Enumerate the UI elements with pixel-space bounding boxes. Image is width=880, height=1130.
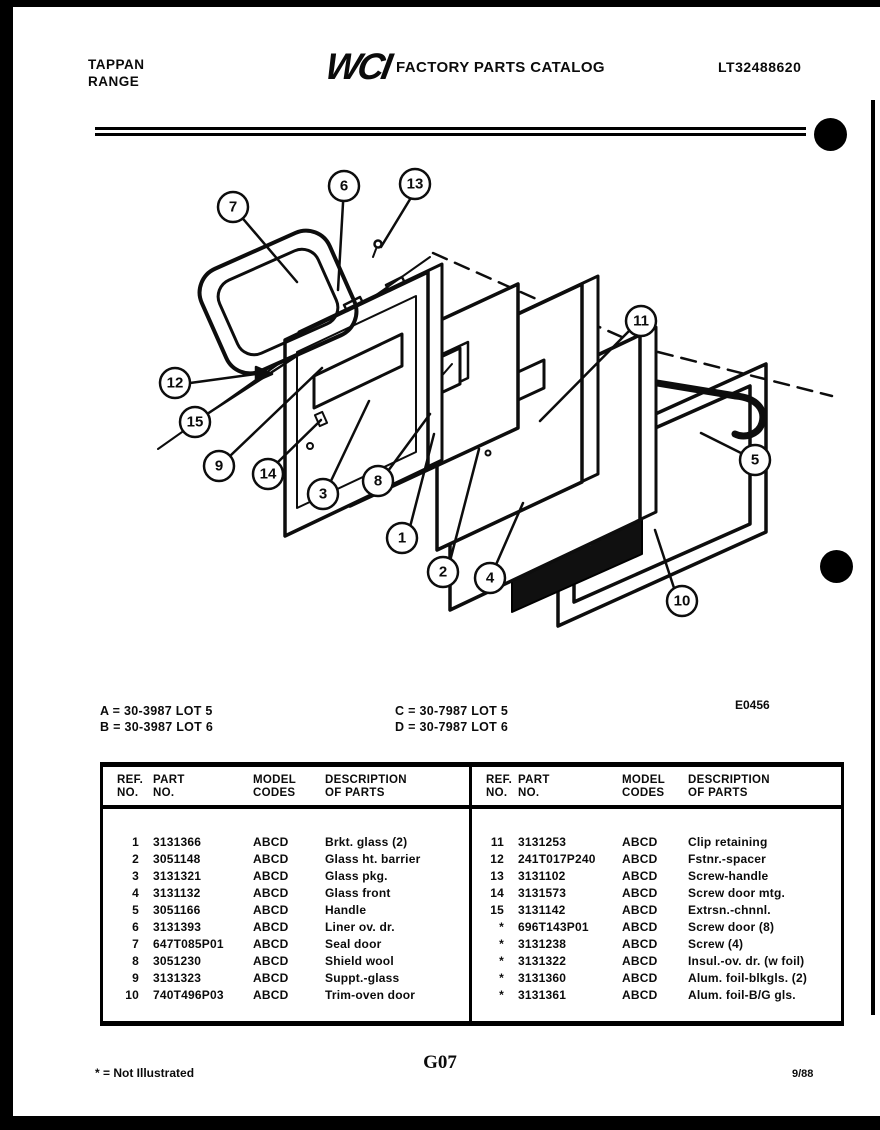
callout-2: 2: [438, 563, 448, 581]
table-row: 6 3131393 ABCD Liner ov. dr.: [132, 920, 395, 934]
callout-15: 15: [186, 413, 204, 431]
model-legend-ab: [100, 703, 213, 735]
punch-hole-top: [814, 118, 847, 151]
header-desc: DESCRIPTION: [688, 774, 770, 786]
header-model: MODEL: [622, 774, 666, 786]
parts-table: [100, 762, 844, 1026]
catalog-title: FACTORY PARTS CATALOG: [396, 59, 605, 76]
publication-number: LT32488620: [718, 59, 802, 75]
parts-table-left: [103, 767, 472, 1021]
table-row: 9 3131323 ABCD Suppt.-glass: [132, 971, 400, 985]
drawing-code: E0456: [735, 698, 770, 712]
brand-line1: TAPPAN: [88, 57, 145, 72]
callout-14: 14: [259, 465, 277, 483]
table-row: 13 3131102 ABCD Screw-handle: [490, 869, 769, 883]
header-model: MODEL: [253, 774, 297, 786]
scan-border-top: [0, 0, 880, 7]
table-rows-left: [103, 834, 469, 1004]
model-line-d: D = 30-7987 LOT 6: [395, 720, 509, 734]
not-illustrated-note: * = Not Illustrated: [95, 1066, 195, 1080]
brand-line2: RANGE: [88, 74, 140, 89]
table-row: 1 3131366 ABCD Brkt. glass (2): [132, 835, 408, 849]
table-row: 12 241T017P240 ABCD Fstnr.-spacer: [490, 852, 766, 866]
table-row: 11 3131253 ABCD Clip retaining: [490, 835, 768, 849]
callout-9: 9: [214, 457, 224, 475]
callout-8: 8: [373, 472, 383, 490]
callout-10: 10: [673, 592, 691, 610]
callout-7: 7: [228, 198, 238, 216]
header-part: PART: [518, 774, 550, 786]
model-line-c: C = 30-7987 LOT 5: [395, 704, 509, 718]
table-row: * 696T143P01 ABCD Screw door (8): [499, 920, 775, 934]
table-row: 7 647T085P01 ABCD Seal door: [132, 937, 382, 951]
date-code: 9/88: [792, 1068, 814, 1080]
scan-border-bottom: [0, 1116, 880, 1130]
table-row: 5 3051166 ABCD Handle: [132, 903, 367, 917]
table-row: * 3131322 ABCD Insul.-ov. dr. (w foil): [499, 954, 805, 968]
header-rule-1: [95, 127, 806, 130]
header-ref: REF.: [117, 774, 144, 786]
callout-4: 4: [485, 569, 495, 587]
table-row: 14 3131573 ABCD Screw door mtg.: [490, 886, 786, 900]
parts-table-right: [472, 767, 841, 1021]
table-row: * 3131238 ABCD Screw (4): [499, 937, 744, 951]
model-line-b: B = 30-3987 LOT 6: [100, 720, 214, 734]
table-row: 4 3131132 ABCD Glass front: [132, 886, 391, 900]
table-row: * 3131361 ABCD Alum. foil-B/G gls.: [499, 988, 796, 1002]
table-row: * 3131360 ABCD Alum. foil-blkgls. (2): [499, 971, 808, 985]
callout-13: 13: [406, 175, 424, 193]
screw-13: [373, 241, 382, 258]
exploded-view-diagram: [0, 150, 880, 670]
table-row: 2 3051148 ABCD Glass ht. barrier: [132, 852, 421, 866]
table-row: 8 3051230 ABCD Shield wool: [132, 954, 394, 968]
table-row: 10 740T496P03 ABCD Trim-oven door: [125, 988, 416, 1002]
table-rows-right: [472, 834, 841, 1004]
callout-3: 3: [318, 485, 328, 503]
header-desc: DESCRIPTION: [325, 774, 407, 786]
table-row: 15 3131142 ABCD Extrsn.-chnnl.: [490, 903, 771, 917]
header-part: PART: [153, 774, 185, 786]
table-row: 3 3131321 ABCD Glass pkg.: [132, 869, 388, 883]
callout-12: 12: [166, 374, 184, 392]
brand-block: [88, 56, 145, 90]
callout-11: 11: [633, 312, 649, 330]
model-legend-cd: [395, 703, 508, 735]
wci-logo: WCI: [322, 46, 393, 87]
callout-1: 1: [397, 529, 407, 547]
model-line-a: A = 30-3987 LOT 5: [100, 704, 213, 718]
table-header: REF. NO. PART NO. MODEL CODES DESCRIPTION OF PARTS: [472, 774, 841, 809]
callout-6: 6: [339, 177, 349, 195]
page-code: G07: [423, 1052, 457, 1073]
header-ref: REF.: [486, 774, 513, 786]
header-rule-2: [95, 133, 806, 136]
table-header: REF. NO. PART NO. MODEL CODES DESCRIPTION OF PARTS: [103, 774, 469, 809]
callout-5: 5: [750, 451, 760, 469]
